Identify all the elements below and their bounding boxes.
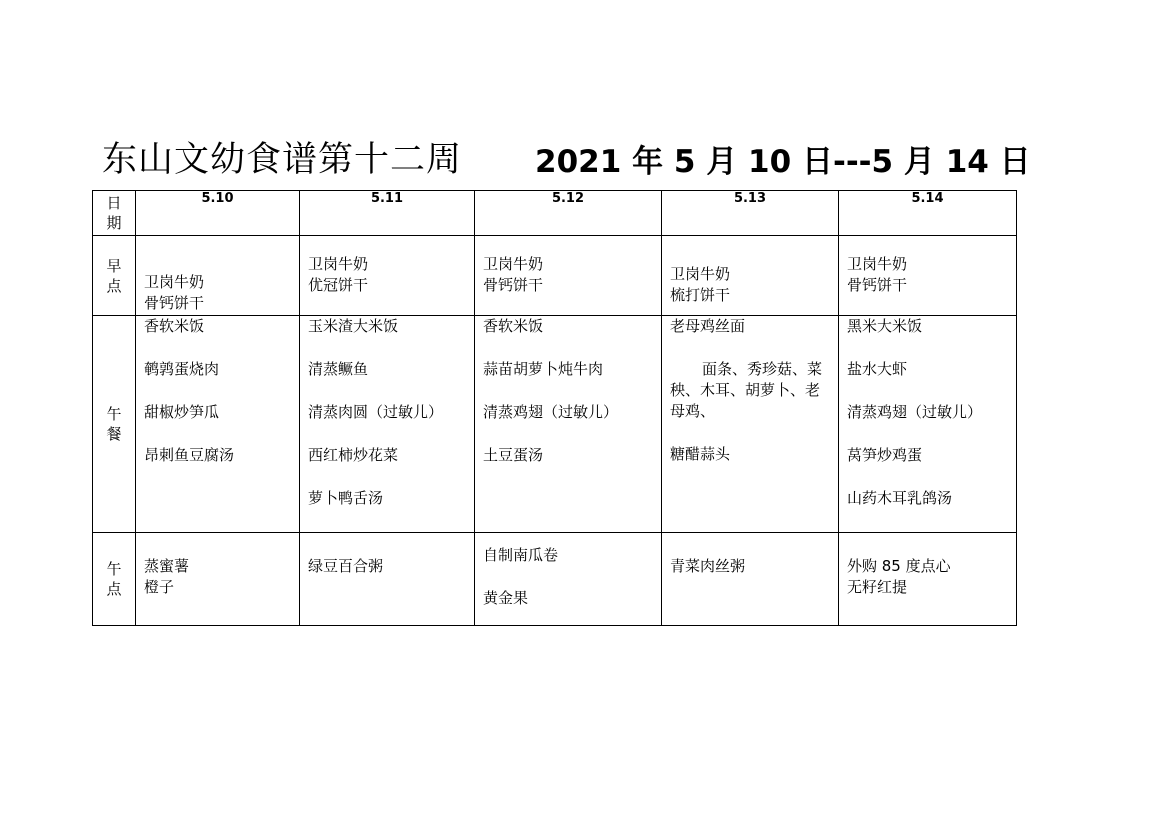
lunch-row	[93, 316, 1017, 533]
menu-item: 西红柿炒花菜	[308, 446, 399, 464]
menu-item: 老母鸡丝面	[670, 317, 746, 335]
menu-cell	[136, 316, 300, 533]
menu-item: 骨钙饼干	[144, 294, 205, 312]
menu-item: 黄金果	[483, 589, 529, 607]
menu-item: 莴笋炒鸡蛋	[847, 446, 923, 464]
menu-item: 外购 85 度点心	[847, 557, 951, 575]
menu-cell	[839, 316, 1017, 533]
menu-item: 萝卜鸭舌汤	[308, 489, 384, 507]
menu-item: 卫岗牛奶	[483, 255, 544, 273]
date-header-cell: 5.14	[839, 191, 1017, 236]
menu-item: 橙子	[144, 578, 175, 596]
menu-item: 骨钙饼干	[847, 276, 908, 294]
menu-item: 卫岗牛奶	[670, 265, 731, 283]
title-main: 东山文幼食谱第十二周	[102, 140, 463, 180]
menu-item: 土豆蛋汤	[483, 446, 544, 464]
breakfast-row	[93, 236, 1017, 316]
menu-item: 卫岗牛奶	[847, 255, 908, 273]
menu-item: 香软米饭	[483, 317, 544, 335]
menu-item: 鹌鹑蛋烧肉	[144, 360, 220, 378]
menu-table	[92, 190, 1017, 626]
menu-item: 骨钙饼干	[483, 276, 544, 294]
row-label-date: 日 期	[93, 191, 136, 236]
menu-cell	[839, 533, 1017, 626]
menu-item: 无籽红提	[847, 578, 908, 596]
menu-cell	[475, 316, 662, 533]
row-label-lunch: 午 餐	[93, 316, 136, 533]
menu-item: 盐水大虾	[847, 360, 908, 378]
menu-cell	[300, 533, 475, 626]
menu-cell	[475, 533, 662, 626]
menu-cell	[475, 236, 662, 316]
menu-cell	[300, 236, 475, 316]
menu-cell	[136, 533, 300, 626]
menu-item-ingredients: 面条、秀珍菇、菜秧、木耳、胡萝卜、老母鸡、	[670, 360, 823, 420]
menu-item: 优冠饼干	[308, 276, 369, 294]
menu-cell	[839, 236, 1017, 316]
menu-item: 山药木耳乳鸽汤	[847, 489, 953, 507]
menu-cell	[662, 533, 839, 626]
menu-item: 昂刺鱼豆腐汤	[144, 446, 235, 464]
menu-item: 蒸蜜薯	[144, 557, 190, 575]
menu-item: 玉米渣大米饭	[308, 317, 399, 335]
menu-item: 绿豆百合粥	[308, 557, 384, 575]
menu-item: 卫岗牛奶	[144, 273, 205, 291]
menu-cell	[300, 316, 475, 533]
menu-item: 清蒸肉圆（过敏儿）	[308, 403, 444, 421]
menu-cell	[662, 236, 839, 316]
menu-cell	[136, 236, 300, 316]
menu-item: 自制南瓜卷	[483, 546, 559, 564]
header-row	[93, 191, 1017, 236]
row-label-breakfast: 早 点	[93, 236, 136, 316]
date-header-cell: 5.12	[475, 191, 662, 236]
menu-item: 卫岗牛奶	[308, 255, 369, 273]
menu-item: 青菜肉丝粥	[670, 557, 746, 575]
menu-item: 蒜苗胡萝卜炖牛肉	[483, 360, 604, 378]
menu-item: 清蒸鳜鱼	[308, 360, 369, 378]
menu-item: 甜椒炒笋瓜	[144, 403, 220, 421]
date-header-cell: 5.13	[662, 191, 839, 236]
menu-item: 黑米大米饭	[847, 317, 923, 335]
row-label-snack: 午 点	[93, 533, 136, 626]
snack-row	[93, 533, 1017, 626]
menu-item: 清蒸鸡翅（过敏儿）	[483, 403, 619, 421]
page-title	[102, 132, 1031, 182]
menu-item: 梳打饼干	[670, 286, 731, 304]
menu-cell	[662, 316, 839, 533]
menu-item: 清蒸鸡翅（过敏儿）	[847, 403, 983, 421]
menu-item: 香软米饭	[144, 317, 205, 335]
date-header-cell: 5.11	[300, 191, 475, 236]
date-header-cell: 5.10	[136, 191, 300, 236]
title-date-range: 2021 年 5 月 10 日---5 月 14 日	[535, 144, 1031, 180]
menu-item: 糖醋蒜头	[670, 445, 731, 463]
